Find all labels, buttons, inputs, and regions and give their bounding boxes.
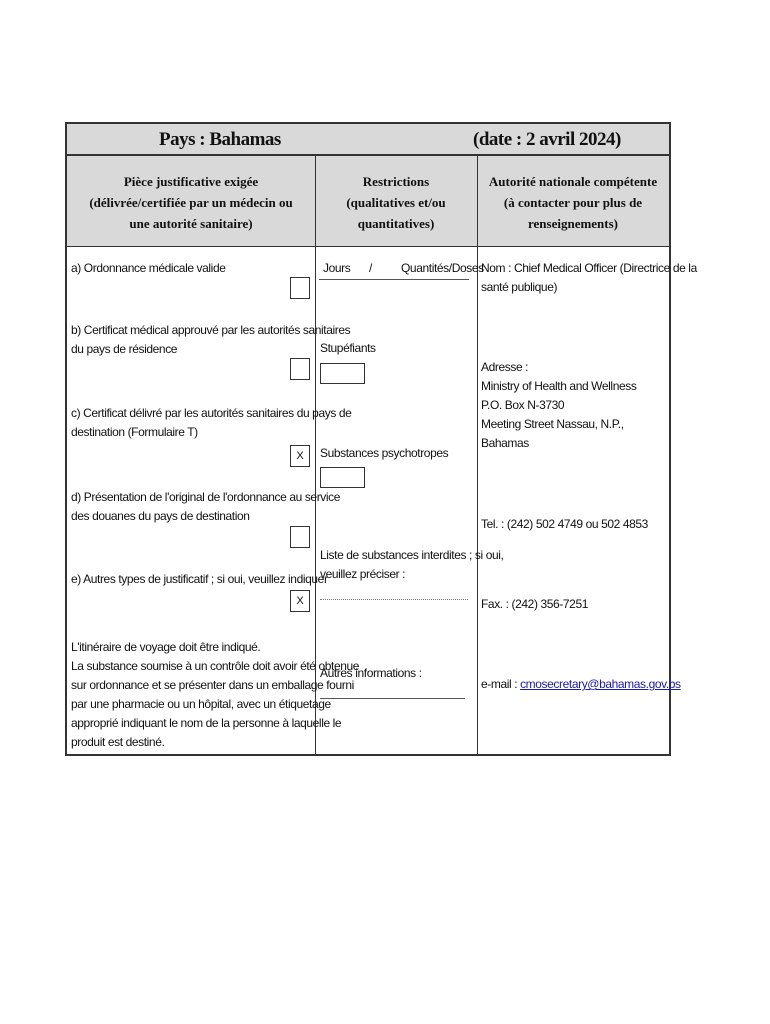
option-b-checkbox[interactable]	[290, 358, 310, 380]
country-title: Pays : Bahamas	[159, 129, 281, 150]
email-link[interactable]: cmosecretary@bahamas.gov.bs	[520, 677, 681, 691]
column-header-row	[67, 156, 669, 247]
country-requirements-table	[65, 122, 697, 756]
address-line: P.O. Box N-3730	[481, 398, 565, 412]
column-divider	[477, 156, 478, 246]
autres-answer-line[interactable]	[320, 698, 465, 699]
fax: Fax. : (242) 356-7251	[481, 597, 589, 611]
option-d-checkbox[interactable]	[290, 526, 310, 548]
title-bar	[67, 124, 669, 156]
option-a-checkbox[interactable]	[290, 277, 310, 299]
option-d-label-line1: d) Présentation de l'original de l'ordonnance au service	[71, 490, 341, 504]
liste-label-line1: Liste de substances interdites ; si oui,	[320, 548, 504, 562]
telephone: Tel. : (242) 502 4749 ou 502 4853	[481, 517, 648, 531]
email-line	[481, 675, 681, 694]
autres-label: Autres informations :	[320, 666, 422, 680]
note-line: approprié indiquant le nom de la personne à laquelle le	[71, 716, 342, 730]
column-divider	[477, 247, 478, 754]
note-line: produit est destiné.	[71, 735, 165, 749]
address-line: Ministry of Health and Wellness	[481, 379, 637, 393]
jours-label: Jours	[323, 261, 351, 275]
option-c-label-line1: c) Certificat délivré par les autorités sanitaires du pays de	[71, 406, 352, 420]
stupefiants-input-box[interactable]	[320, 363, 365, 384]
option-e-checkbox[interactable]: X	[290, 590, 310, 612]
slash-separator: /	[369, 261, 372, 275]
address-line: Bahamas	[481, 436, 529, 450]
table-body	[67, 247, 697, 754]
liste-label-line2: veuillez préciser :	[320, 567, 406, 581]
email-label: e-mail :	[481, 677, 521, 691]
authority-name-line2: santé publique)	[481, 280, 558, 294]
column-divider	[315, 156, 316, 246]
note-line: La substance soumise à un contrôle doit avoir été obtenue	[71, 659, 360, 673]
note-line: L'itinéraire de voyage doit être indiqué.	[71, 640, 261, 654]
jours-quantites-line	[319, 279, 469, 280]
psychotropes-label: Substances psychotropes	[320, 446, 449, 460]
column-header-restrictions: Restrictions (qualitatives et/ou quantitatives)	[346, 174, 446, 231]
quantites-label: Quantités/Doses	[401, 261, 484, 275]
date-title: (date : 2 avril 2024)	[473, 129, 621, 150]
option-c-label-line2: destination (Formulaire T)	[71, 425, 198, 439]
note-line: par une pharmacie ou un hôpital, avec un étiquetage	[71, 697, 331, 711]
stupefiants-label: Stupéfiants	[320, 341, 376, 355]
column-header-authority: Autorité nationale compétente (à contacter pour plus de renseignements)	[488, 174, 658, 231]
note-line: sur ordonnance et se présenter dans un emballage fourni	[71, 678, 354, 692]
option-b-label-line1: b) Certificat médical approuvé par les autorités sanitaires	[71, 323, 351, 337]
option-e-label: e) Autres types de justificatif ; si oui, veuillez indiquer	[71, 572, 328, 586]
option-b-label-line2: du pays de résidence	[71, 342, 178, 356]
option-c-checkbox[interactable]: X	[290, 445, 310, 467]
psychotropes-input-box[interactable]	[320, 467, 365, 488]
column-header-documents: Pièce justificative exigée (délivrée/certifiée par un médecin ou une autorité sanitaire)	[89, 174, 293, 231]
address-line: Meeting Street Nassau, N.P.,	[481, 417, 624, 431]
liste-answer-line[interactable]	[320, 599, 468, 600]
address-label: Adresse :	[481, 360, 529, 374]
option-a-label: a) Ordonnance médicale valide	[71, 261, 226, 275]
option-d-label-line2: des douanes du pays de destination	[71, 509, 250, 523]
authority-name-line1: Nom : Chief Medical Officer (Directrice de la	[481, 261, 697, 275]
